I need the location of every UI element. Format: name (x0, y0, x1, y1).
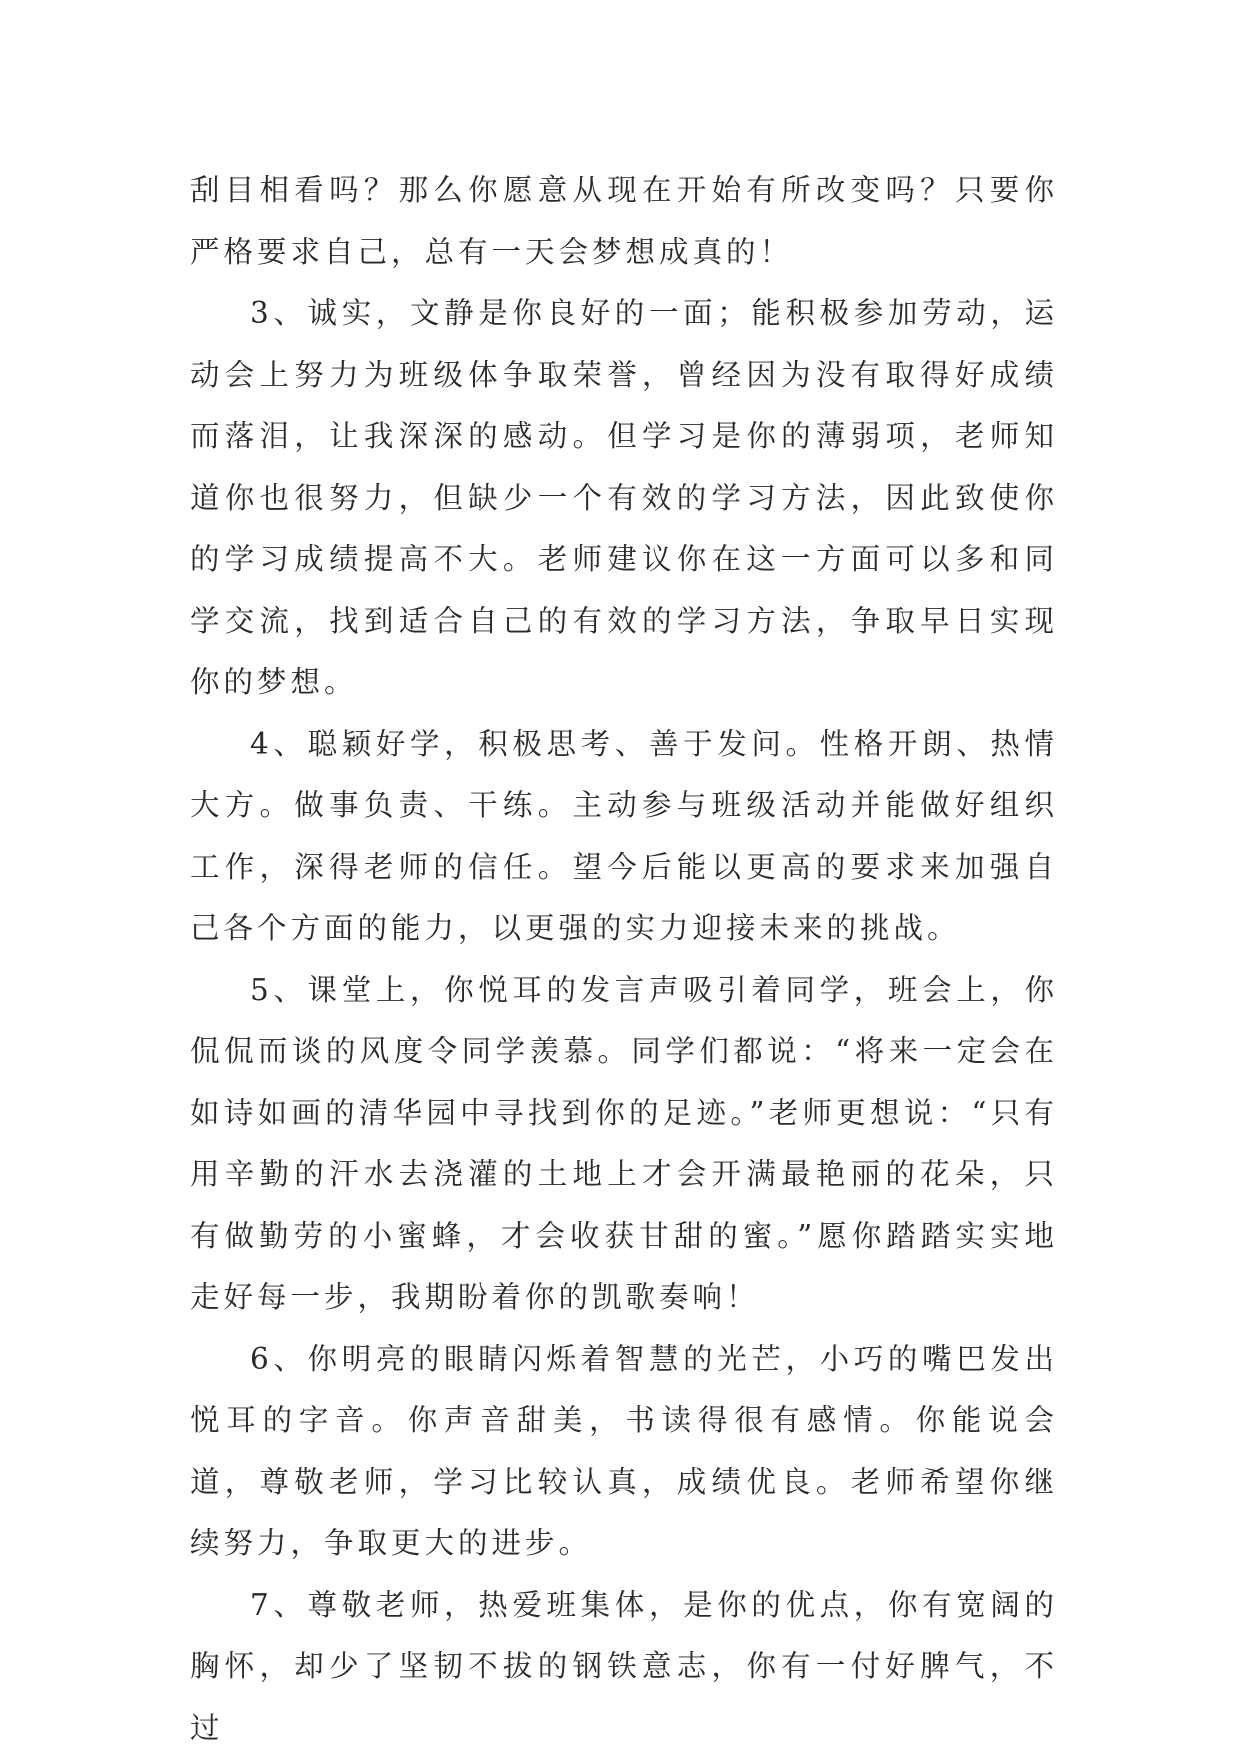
paragraph-comment-7: 7、尊敬老师，热爱班集体，是你的优点，你有宽阔的胸怀，却少了坚韧不拔的钢铁意志，你有一付好脾气，不过 (190, 1575, 1058, 1759)
paragraph-comment-5: 5、课堂上，你悦耳的发言声吸引着同学，班会上，你侃侃而谈的风度令同学羡慕。同学们都说：“将来一定会在如诗如画的清华园中寻找到你的足迹。”老师更想说：“只有用辛勤的汗水去浇灌的土地上才会开满最艳丽的花朵，只有做勤劳的小蜜蜂，才会收获甘甜的蜜。”愿你踏踏实实地走好每一步，我期盼着你的凯歌奏响！ (190, 960, 1058, 1329)
paragraph-continuation: 刮目相看吗？那么你愿意从现在开始有所改变吗？只要你严格要求自己，总有一天会梦想成真的！ (190, 160, 1058, 283)
paragraph-comment-6: 6、你明亮的眼睛闪烁着智慧的光芒，小巧的嘴巴发出悦耳的字音。你声音甜美，书读得很有感情。你能说会道，尊敬老师，学习比较认真，成绩优良。老师希望你继续努力，争取更大的进步。 (190, 1329, 1058, 1575)
paragraph-comment-4: 4、聪颖好学，积极思考、善于发问。性格开朗、热情大方。做事负责、干练。主动参与班级活动并能做好组织工作，深得老师的信任。望今后能以更高的要求来加强自己各个方面的能力，以更强的实力迎接未来的挑战。 (190, 714, 1058, 960)
document-body (190, 160, 1058, 1759)
paragraph-comment-3: 3、诚实，文静是你良好的一面；能积极参加劳动，运动会上努力为班级体争取荣誉，曾经因为没有取得好成绩而落泪，让我深深的感动。但学习是你的薄弱项，老师知道你也很努力，但缺少一个有效的学习方法，因此致使你的学习成绩提高不大。老师建议你在这一方面可以多和同学交流，找到适合自己的有效的学习方法，争取早日实现你的梦想。 (190, 283, 1058, 714)
